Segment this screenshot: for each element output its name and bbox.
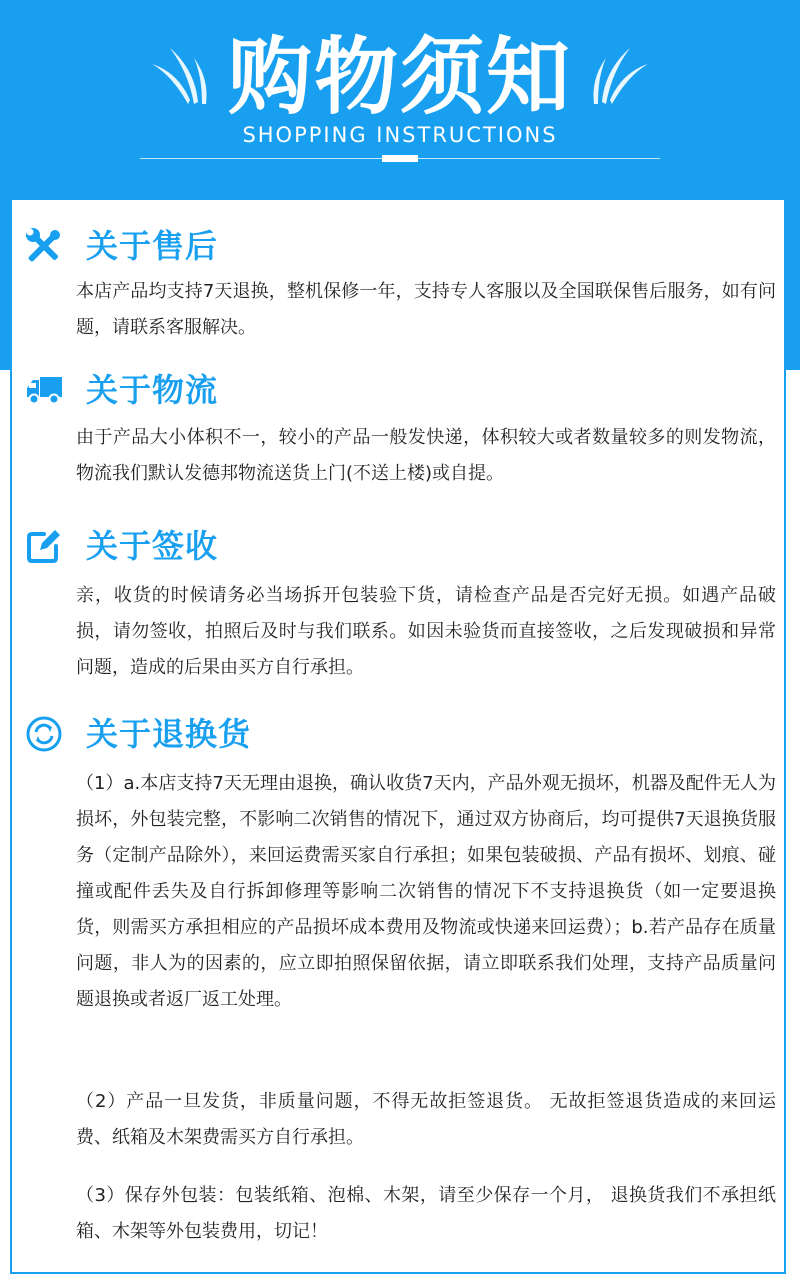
section-text: 亲，收货的时候请务必当场拆开包装验下货，请检查产品是否完好无损。如遇产品破损，请勿签收，拍照后及时与我们联系。如因未验货而直接签收，之后发现破损和异常问题，造成的后果由买方自行承担。: [76, 585, 776, 678]
section-title: 关于售后: [86, 227, 219, 265]
refresh-exchange-icon: [24, 714, 64, 754]
content-card: [10, 198, 786, 1274]
section-header: [24, 712, 251, 756]
page-subtitle: SHOPPING INSTRUCTIONS: [242, 123, 558, 147]
edit-sign-icon: [24, 526, 64, 566]
section-header: [24, 368, 218, 412]
page-title: 购物须知: [227, 28, 572, 126]
section-title: 关于签收: [86, 527, 219, 565]
section-header: [24, 224, 218, 268]
header: [0, 0, 800, 200]
section-text: 由于产品大小体积不一，较小的产品一般发快递，体积较大或者数量较多的则发物流，物流我们默认发德邦物流送货上门(不送上楼)或自提。: [76, 427, 776, 484]
section-text: 本店产品均支持7天退换，整机保修一年，支持专人客服以及全国联保售后服务，如有问题，请联系客服解决。: [76, 281, 776, 338]
section-text: （3）保存外包装：包装纸箱、泡棉、木架，请至少保存一个月， 退换货我们不承担纸箱、木架等外包装费用，切记！: [76, 1185, 776, 1242]
grass-decoration-icon: [588, 42, 652, 106]
divider-accent: [382, 155, 418, 162]
truck-icon: [24, 370, 64, 410]
section-text: （2）产品一旦发货，非质量问题，不得无故拒签退货。 无故拒签退货造成的来回运费、纸箱及木架费需买方自行承担。: [76, 1091, 776, 1148]
section-text: （1）a.本店支持7天无理由退换，确认收货7天内，产品外观无损坏，机器及配件无人为损坏，外包装完整，不影响二次销售的情况下，通过双方协商后，均可提供7天退换货服务（定制产品除外），来回运费需买家自行承担；如果包装破损、产品有损坏、划痕、碰撞或配件丢失及自行拆卸修理等影响二次销售的情况下不支持退换货（如一定要退换货，则需买方承担相应的产品损坏成本费用及物流或快递来回运费）；b.若产品存在质量问题，非人为的因素的，应立即拍照保留依据，请立即联系我们处理，支持产品质量问题退换或者返厂返工处理。: [76, 773, 776, 1010]
section-header: [24, 524, 218, 568]
section-title: 关于退换货: [86, 715, 252, 753]
section-title: 关于物流: [86, 371, 219, 409]
wrench-screwdriver-icon: [24, 226, 64, 266]
